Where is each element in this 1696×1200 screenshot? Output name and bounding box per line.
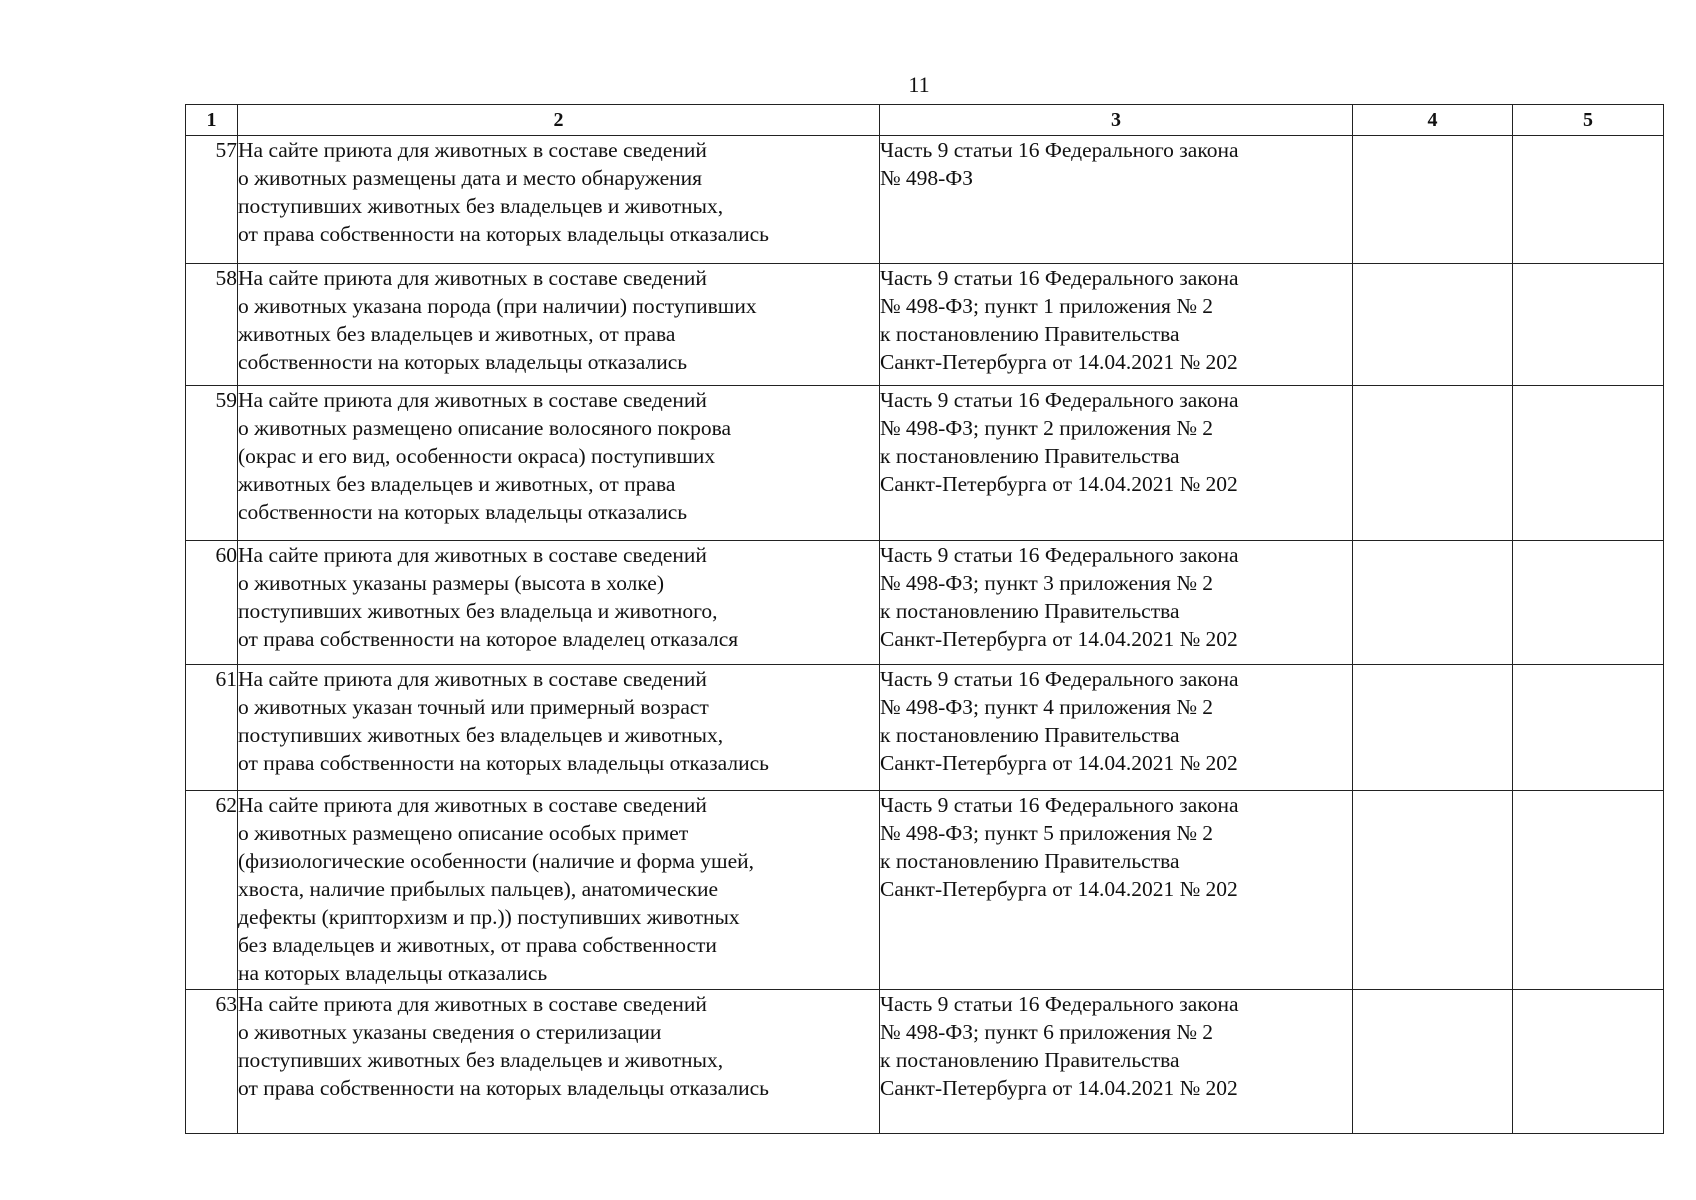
requirement-line: поступивших животных без владельцев и животных, <box>238 194 724 218</box>
column-4-cell <box>1353 791 1513 990</box>
column-5-cell <box>1513 665 1664 791</box>
requirement-line: о животных размещено описание особых примет <box>238 821 689 845</box>
row-number: 59 <box>186 386 238 541</box>
page-number: 11 <box>908 72 930 97</box>
requirement-line: о животных указаны сведения о стерилизации <box>238 1020 662 1044</box>
requirement-line: На сайте приюта для животных в составе сведений <box>238 543 707 567</box>
legal-basis-line: № 498-ФЗ; пункт 4 приложения № 2 <box>880 695 1213 719</box>
requirement-cell <box>238 791 880 990</box>
legal-basis-line: к постановлению Правительства <box>880 723 1180 747</box>
requirement-line: о животных размещено описание волосяного покрова <box>238 416 732 440</box>
legal-basis-line: к постановлению Правительства <box>880 1048 1180 1072</box>
row-number: 61 <box>186 665 238 791</box>
requirement-line: На сайте приюта для животных в составе сведений <box>238 793 707 817</box>
requirements-table <box>185 104 1664 1134</box>
row-number: 60 <box>186 541 238 665</box>
requirement-line: поступивших животных без владельцев и животных, <box>238 723 724 747</box>
column-5-cell <box>1513 264 1664 386</box>
table-row <box>186 386 1664 541</box>
requirement-line: На сайте приюта для животных в составе сведений <box>238 667 707 691</box>
column-5-cell <box>1513 990 1664 1134</box>
table-row <box>186 541 1664 665</box>
table-row <box>186 264 1664 386</box>
legal-basis-line: Санкт-Петербурга от 14.04.2021 № 202 <box>880 627 1238 651</box>
requirement-line: На сайте приюта для животных в составе сведений <box>238 388 707 412</box>
column-4-cell <box>1353 665 1513 791</box>
column-5-cell <box>1513 791 1664 990</box>
requirement-line: поступивших животных без владельца и животного, <box>238 599 718 623</box>
column-5-cell <box>1513 386 1664 541</box>
requirement-line: о животных указаны размеры (высота в холке) <box>238 571 665 595</box>
legal-basis-line: Санкт-Петербурга от 14.04.2021 № 202 <box>880 350 1238 374</box>
column-5-cell <box>1513 541 1664 665</box>
requirement-line: о животных размещены дата и место обнаружения <box>238 166 703 190</box>
legal-basis-line: к постановлению Правительства <box>880 599 1180 623</box>
requirement-line: о животных указан точный или примерный возраст <box>238 695 709 719</box>
requirement-line: животных без владельцев и животных, от права <box>238 322 676 346</box>
requirement-line: собственности на которых владельцы отказались <box>238 350 688 374</box>
column-4-cell <box>1353 990 1513 1134</box>
requirement-cell <box>238 136 880 264</box>
legal-basis-line: № 498-ФЗ; пункт 1 приложения № 2 <box>880 294 1213 318</box>
requirement-line: На сайте приюта для животных в составе сведений <box>238 992 707 1016</box>
row-number: 63 <box>186 990 238 1134</box>
legal-basis-line: № 498-ФЗ; пункт 2 приложения № 2 <box>880 416 1213 440</box>
header-row <box>186 105 1664 136</box>
legal-basis-line: Часть 9 статьи 16 Федерального закона <box>880 667 1239 691</box>
requirement-line: На сайте приюта для животных в составе сведений <box>238 266 707 290</box>
legal-basis-line: № 498-ФЗ; пункт 6 приложения № 2 <box>880 1020 1213 1044</box>
legal-basis-line: Часть 9 статьи 16 Федерального закона <box>880 388 1239 412</box>
requirement-line: (физиологические особенности (наличие и форма ушей, <box>238 849 755 873</box>
legal-basis-line: к постановлению Правительства <box>880 849 1180 873</box>
requirement-line: от права собственности на которых владельцы отказались <box>238 222 769 246</box>
header-cell-5: 5 <box>1513 105 1664 136</box>
requirement-cell <box>238 541 880 665</box>
row-number: 62 <box>186 791 238 990</box>
table-row <box>186 136 1664 264</box>
legal-basis-cell <box>880 136 1353 264</box>
legal-basis-line: Санкт-Петербурга от 14.04.2021 № 202 <box>880 1076 1238 1100</box>
requirement-cell <box>238 990 880 1134</box>
legal-basis-line: к постановлению Правительства <box>880 322 1180 346</box>
column-4-cell <box>1353 264 1513 386</box>
legal-basis-cell <box>880 665 1353 791</box>
requirement-line: поступивших животных без владельцев и животных, <box>238 1048 724 1072</box>
table-row <box>186 990 1664 1134</box>
requirement-line: от права собственности на которое владелец отказался <box>238 627 739 651</box>
legal-basis-cell <box>880 990 1353 1134</box>
legal-basis-cell <box>880 541 1353 665</box>
legal-basis-line: Часть 9 статьи 16 Федерального закона <box>880 138 1239 162</box>
requirement-cell <box>238 665 880 791</box>
requirement-line: от права собственности на которых владельцы отказались <box>238 1076 769 1100</box>
row-number: 57 <box>186 136 238 264</box>
legal-basis-cell <box>880 386 1353 541</box>
requirement-line: дефекты (крипторхизм и пр.)) поступивших животных <box>238 905 740 929</box>
header-cell-2: 2 <box>238 105 880 136</box>
legal-basis-line: Часть 9 статьи 16 Федерального закона <box>880 992 1239 1016</box>
column-5-cell <box>1513 136 1664 264</box>
legal-basis-line: № 498-ФЗ <box>880 166 974 190</box>
legal-basis-line: Часть 9 статьи 16 Федерального закона <box>880 266 1239 290</box>
column-4-cell <box>1353 136 1513 264</box>
legal-basis-line: № 498-ФЗ; пункт 5 приложения № 2 <box>880 821 1213 845</box>
header-cell-4: 4 <box>1353 105 1513 136</box>
requirement-line: о животных указана порода (при наличии) поступивших <box>238 294 757 318</box>
legal-basis-line: Санкт-Петербурга от 14.04.2021 № 202 <box>880 877 1238 901</box>
column-4-cell <box>1353 386 1513 541</box>
legal-basis-line: Часть 9 статьи 16 Федерального закона <box>880 543 1239 567</box>
legal-basis-cell <box>880 791 1353 990</box>
requirement-line: от права собственности на которых владельцы отказались <box>238 751 769 775</box>
legal-basis-line: Часть 9 статьи 16 Федерального закона <box>880 793 1239 817</box>
requirement-line: собственности на которых владельцы отказались <box>238 500 688 524</box>
legal-basis-line: Санкт-Петербурга от 14.04.2021 № 202 <box>880 751 1238 775</box>
legal-basis-line: к постановлению Правительства <box>880 444 1180 468</box>
table-row <box>186 665 1664 791</box>
table-body <box>186 136 1664 1134</box>
requirement-line: хвоста, наличие прибылых пальцев), анатомические <box>238 877 719 901</box>
table-row <box>186 791 1664 990</box>
legal-basis-line: № 498-ФЗ; пункт 3 приложения № 2 <box>880 571 1213 595</box>
requirement-cell <box>238 386 880 541</box>
requirement-line: На сайте приюта для животных в составе сведений <box>238 138 707 162</box>
requirement-line: животных без владельцев и животных, от права <box>238 472 676 496</box>
row-number: 58 <box>186 264 238 386</box>
header-cell-1: 1 <box>186 105 238 136</box>
legal-basis-cell <box>880 264 1353 386</box>
requirement-cell <box>238 264 880 386</box>
requirement-line: без владельцев и животных, от права собственности <box>238 933 717 957</box>
column-4-cell <box>1353 541 1513 665</box>
legal-basis-line: Санкт-Петербурга от 14.04.2021 № 202 <box>880 472 1238 496</box>
requirement-line: на которых владельцы отказались <box>238 961 548 985</box>
requirement-line: (окрас и его вид, особенности окраса) поступивших <box>238 444 716 468</box>
header-cell-3: 3 <box>880 105 1353 136</box>
